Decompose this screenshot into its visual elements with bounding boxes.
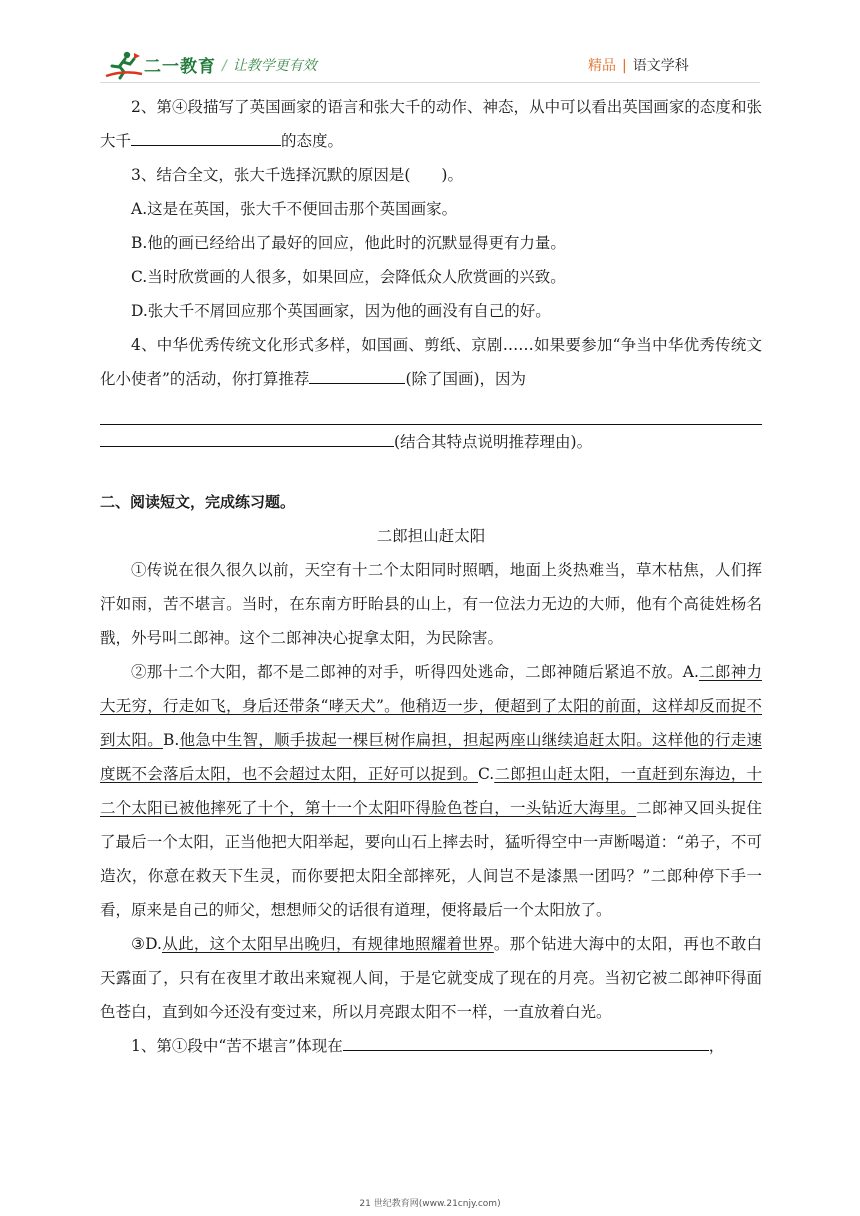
paragraph-3: ③D.从此，这个太阳早出晚归，有规律地照耀着世界。那个钻进大海中的太阳，再也不敢白天露面了，只有在夜里才敢出来窥视人间，于是它就变成了现在的月亮。当初它被二郎神吓得面色苍白，直到如今还没有变过来，所以月亮跟太阳不一样，一直放着白光。 xyxy=(100,935,762,1021)
option-c: C.当时欣赏画的人很多，如果回应，会降低众人欣赏画的兴致。 xyxy=(131,268,566,286)
answer-blank[interactable] xyxy=(343,1032,709,1051)
underlined-sentence-a: 二郎神力大无穷，行走如飞，身后还带条“哮天犬”。他稍迈一步，便超到了太阳的前面，这样却反而捉不到太阳。 xyxy=(100,663,762,749)
option-a: A.这是在英国，张大千不便回击那个英国画家。 xyxy=(131,200,458,218)
page-header xyxy=(0,0,860,90)
header-label: 精品 | 语文学科 xyxy=(588,58,689,74)
question-3-stem: 3、结合全文，张大千选择沉默的原因是( )。 xyxy=(131,166,463,184)
underlined-sentence-c: 二郎担山赶太阳，一直赶到东海边，十二个太阳已被他摔死了十个，第十一个太阳吓得脸色苍白，一头钻近大海里。 xyxy=(100,765,762,817)
document-body xyxy=(100,90,762,1063)
header-divider xyxy=(100,82,760,83)
question-2: 2、第④段描写了英国画家的语言和张大千的动作、神态，从中可以看出英国画家的态度和张大千 的态度。 xyxy=(100,98,762,150)
option-d: D.张大千不屑回应那个英国画家，因为他的画没有自己的好。 xyxy=(131,302,551,320)
question-2-1: 1、第①段中“苦不堪言”体现在 ， xyxy=(100,1029,762,1063)
section-heading: 二、阅读短文，完成练习题。 xyxy=(100,493,296,511)
answer-blank[interactable] xyxy=(309,365,405,384)
slogan-text: 让教学更有效 xyxy=(232,58,317,74)
underlined-sentence-d: 从此，这个太阳早出晚归，有规律地照耀着世界 xyxy=(162,935,494,953)
passage-title: 二郎担山赶太阳 xyxy=(376,527,486,545)
underlined-sentence-b: 他急中生智，顺手拔起一棵巨树作扁担，担起两座山继续追赶太阳。这样他的行走速度既不会落后太阳，也不会超过太阳，正好可以捉到。 xyxy=(100,731,762,783)
logo-text: 二一教育 xyxy=(144,57,216,77)
header-slogan: / 让教学更有效 xyxy=(222,58,317,74)
page-footer: 21 世纪教育网(www.21cnjy.com) xyxy=(359,1199,501,1209)
paragraph-1: ①传说在很久很久以前，天空有十二个太阳同时照晒，地面上炎热难当，草木枯焦，人们挥汗如雨，苦不堪言。当时，在东南方盱眙县的山上，有一位法力无边的大师，他有个高徒姓杨名戬，外号叫二郎神。这个二郎神决心捉拿太阳，为民除害。 xyxy=(100,561,762,647)
answer-blank[interactable] xyxy=(131,127,281,146)
subject-label: 语文学科 xyxy=(632,58,689,74)
question-4-reason: (结合其特点说明推荐理由)。 xyxy=(100,425,762,459)
answer-blank[interactable] xyxy=(100,428,394,447)
running-figure-icon xyxy=(104,50,144,80)
option-b: B.他的画已经给出了最好的回应，他此时的沉默显得更有力量。 xyxy=(131,234,566,252)
question-4: 4、中华优秀传统文化形式多样，如国画、剪纸、京剧……如果要参加“争当中华优秀传统文化小使者”的活动，你打算推荐 (除了国画)，因为 xyxy=(100,336,762,388)
brand-label: 精品 xyxy=(588,58,616,74)
paragraph-2: ②那十二个大阳，都不是二郎神的对手，听得四处逃命，二郎神随后紧追不放。A.二郎神力大无穷，行走如飞，身后还带条“哮天犬”。他稍迈一步，便超到了太阳的前面，这样却反而捉不到太阳。B.他急中生智，顺手拔起一棵巨树作扁担，担起两座山继续追赶太阳。这样他的行走速度既不会落后太阳，也不会超过太阳，正好可以捉到。C.二郎担山赶太阳，一直赶到东海边，十二个太阳已被他摔死了十个，第十一个太阳吓得脸色苍白，一头钻近大海里。二郎神又回头捉住了最后一个太阳，正当他把大阳举起，要向山石上摔去时，猛听得空中一声断喝道：“弟子，不可造次，你意在救天下生灵，而你要把太阳全部摔死，人间岂不是漆黑一团吗？”二郎种停下手一看，原来是自己的师父，想想师父的话很有道理，便将最后一个太阳放了。 xyxy=(100,663,762,919)
answer-line[interactable] xyxy=(100,396,762,425)
